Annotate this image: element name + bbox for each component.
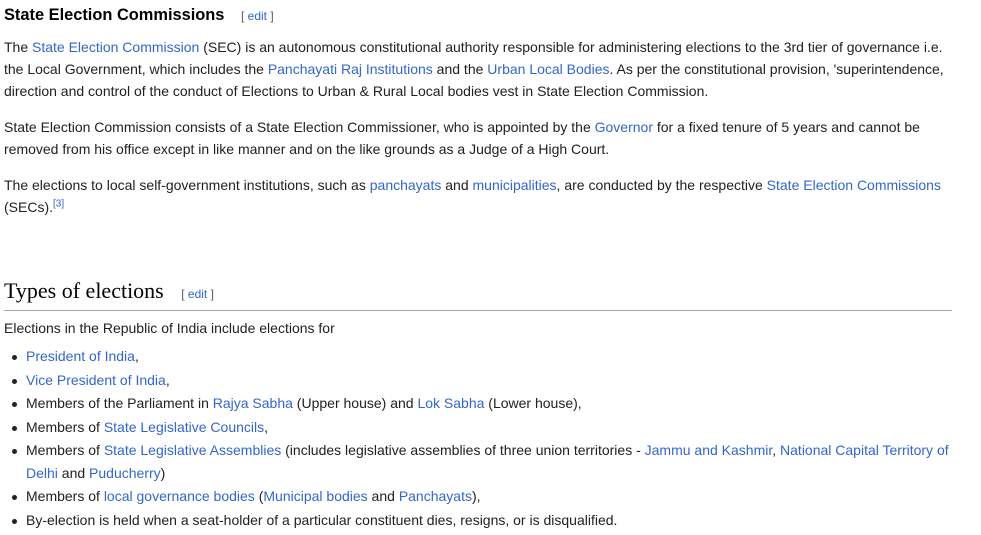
link-panchayats-list[interactable]: Panchayats xyxy=(398,488,472,504)
edit-section: [ edit ] xyxy=(181,287,214,301)
list-item xyxy=(26,485,952,508)
text: ) xyxy=(160,464,166,481)
text: and the xyxy=(432,61,488,77)
link-municipalities[interactable]: municipalities xyxy=(472,177,557,193)
list-item xyxy=(26,392,952,415)
list-item xyxy=(26,439,952,484)
text: By-election is held when a seat-holder of a particular constituent dies, resigns, or is disqualified. xyxy=(26,511,618,528)
text: ), xyxy=(471,488,481,504)
list-item xyxy=(26,369,952,392)
link-panchayats[interactable]: panchayats xyxy=(369,177,442,193)
link-panchayati-raj-institutions[interactable]: Panchayati Raj Institutions xyxy=(267,61,433,77)
paragraph-sec-composition xyxy=(4,116,952,160)
text: (SEC) is an autonomous constitutional authority responsible for administering elections to the 3rd tier of governance i.e. the Local Government, which includes the xyxy=(4,39,943,77)
text: The elections to local self-government institutions, such as xyxy=(4,177,370,193)
text: (SECs). xyxy=(4,199,53,215)
text: (Upper house) and xyxy=(292,395,418,411)
edit-section: [ edit ] xyxy=(240,9,274,23)
section-heading-state-election-commissions xyxy=(4,5,274,26)
link-vice-president-of-india[interactable]: Vice President of India xyxy=(26,371,166,388)
text: and xyxy=(57,464,90,481)
reference-link[interactable]: [3] xyxy=(53,198,65,210)
section-title: Types of elections xyxy=(4,278,164,303)
text: , xyxy=(264,418,269,435)
link-municipal-bodies[interactable]: Municipal bodies xyxy=(263,488,368,504)
link-jammu-and-kashmir[interactable]: Jammu and Kashmir xyxy=(644,442,773,458)
list-item xyxy=(26,416,952,439)
link-state-legislative-assemblies[interactable]: State Legislative Assemblies xyxy=(103,442,282,458)
paragraph-sec-intro xyxy=(4,36,952,102)
text: , are conducted by the respective xyxy=(556,177,767,193)
text: and xyxy=(367,488,399,504)
text: Members of xyxy=(26,488,104,504)
link-puducherry[interactable]: Puducherry xyxy=(89,464,161,481)
edit-link[interactable]: edit xyxy=(247,9,268,23)
text: Members of xyxy=(26,442,104,458)
text: (includes legislative assemblies of three union territories - xyxy=(281,442,645,458)
text: Members of xyxy=(26,418,104,435)
paragraph-types-intro: Elections in the Republic of India include elections for xyxy=(4,320,335,336)
text: Members of the Parliament in xyxy=(26,395,213,411)
text: State Election Commission consists of a State Election Commissioner, who is appointed by the xyxy=(4,119,595,135)
text: , xyxy=(772,442,781,458)
list-item xyxy=(26,345,952,368)
section-title: State Election Commissions xyxy=(4,6,225,24)
text: . As per the constitutional provision, 'superintendence, direction and control of the conduct of Elections to Urban & Rural Local bodies vest in State Election Commission. xyxy=(4,61,944,99)
text: and xyxy=(441,177,473,193)
link-local-governance-bodies[interactable]: local governance bodies xyxy=(103,488,255,504)
link-urban-local-bodies[interactable]: Urban Local Bodies xyxy=(487,61,610,77)
election-types-list xyxy=(26,345,952,532)
link-lok-sabha[interactable]: Lok Sabha xyxy=(417,395,485,411)
link-state-election-commissions[interactable]: State Election Commissions xyxy=(766,177,941,193)
link-state-legislative-councils[interactable]: State Legislative Councils xyxy=(103,418,265,435)
text: , xyxy=(165,371,170,388)
edit-link[interactable]: edit xyxy=(187,287,208,301)
paragraph-sec-elections xyxy=(4,174,952,218)
text: The xyxy=(4,39,33,55)
list-item xyxy=(26,509,952,532)
section-heading-types-of-elections xyxy=(4,277,952,311)
link-national-capital-territory-of-delhi[interactable]: National Capital Territory of Delhi xyxy=(26,442,949,481)
text: for a fixed tenure of 5 years and cannot be removed from his office except in like manner and on the like grounds as a Judge of a High Court. xyxy=(4,119,920,157)
text: , xyxy=(134,348,139,364)
link-state-election-commission[interactable]: State Election Commission xyxy=(32,39,200,55)
link-president-of-india[interactable]: President of India xyxy=(26,348,135,364)
text: ( xyxy=(254,488,264,504)
text: (Lower house), xyxy=(484,395,582,411)
link-governor[interactable]: Governor xyxy=(594,119,653,135)
link-rajya-sabha[interactable]: Rajya Sabha xyxy=(212,395,293,411)
